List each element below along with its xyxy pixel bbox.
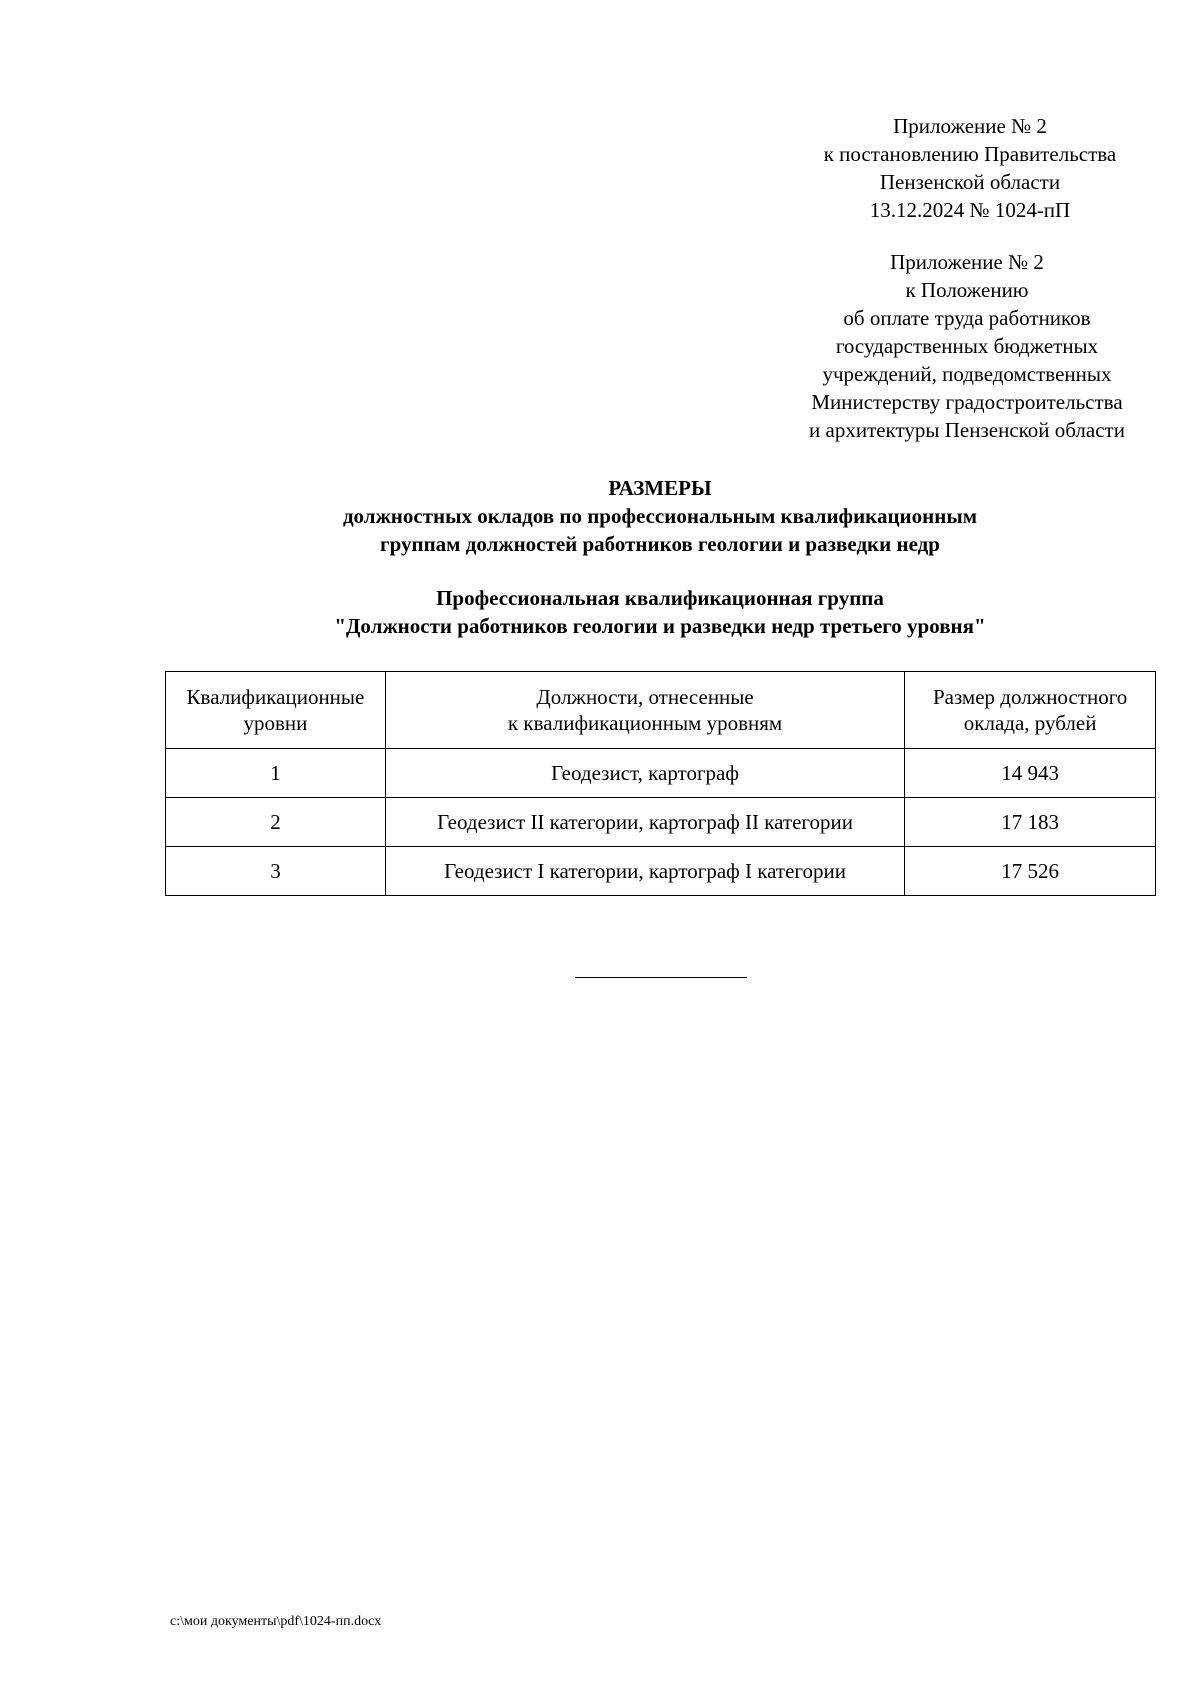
title-line: должностных окладов по профессиональным квалификационным [342,504,978,528]
attachment-line: к Положению [905,278,1029,302]
group-heading [150,584,1170,640]
cell-salary: 17 526 [905,847,1156,896]
group-line: Профессиональная квалификационная группа [436,586,884,610]
title-line: РАЗМЕРЫ [608,476,712,500]
cell-salary: 14 943 [905,749,1156,798]
cell-level: 2 [166,798,386,847]
cell-position: Геодезист I категории, картограф I категории [385,847,904,896]
attachment-line: Приложение № 2 [890,250,1044,274]
closing-divider [575,977,747,978]
header-line: Должности, отнесенные [536,685,754,709]
attachment-line: к постановлению Правительства [823,142,1117,166]
attachment-line: Министерству градостроительства [811,390,1123,414]
table-row [166,847,1156,896]
table-header-row [166,672,1156,749]
cell-position: Геодезист II категории, картограф II категории [385,798,904,847]
cell-salary: 17 183 [905,798,1156,847]
footer-file-path: c:\мои документы\pdf\1024-пп.docx [170,1614,382,1629]
header-line: Размер должностного [932,685,1128,709]
header-level [166,672,386,749]
document-title [150,474,1170,558]
attachment-line: и архитектуры Пензенской области [809,418,1125,442]
header-line: оклада, рублей [963,711,1097,735]
cell-position: Геодезист, картограф [385,749,904,798]
salary-table [165,671,1156,896]
cell-level: 1 [166,749,386,798]
title-line: группам должностей работников геологии и разведки недр [380,532,940,556]
attachment-line: 13.12.2024 № 1024-пП [869,198,1071,222]
header-salary [905,672,1156,749]
group-line: "Должности работников геологии и разведки недр третьего уровня" [334,614,986,638]
attachment-line: учреждений, подведомственных [822,362,1112,386]
attachment-line: Пензенской области [879,170,1061,194]
attachment-resolution-block [780,112,1160,224]
attachment-line: государственных бюджетных [835,334,1099,358]
header-position [385,672,904,749]
header-line: уровни [243,711,308,735]
attachment-line: Приложение № 2 [893,114,1047,138]
header-line: к квалификационным уровням [507,711,783,735]
attachment-line: об оплате труда работников [843,306,1091,330]
header-line: Квалификационные [186,685,365,709]
cell-level: 3 [166,847,386,896]
table-row [166,798,1156,847]
table-row [166,749,1156,798]
attachment-regulation-block [762,248,1172,444]
